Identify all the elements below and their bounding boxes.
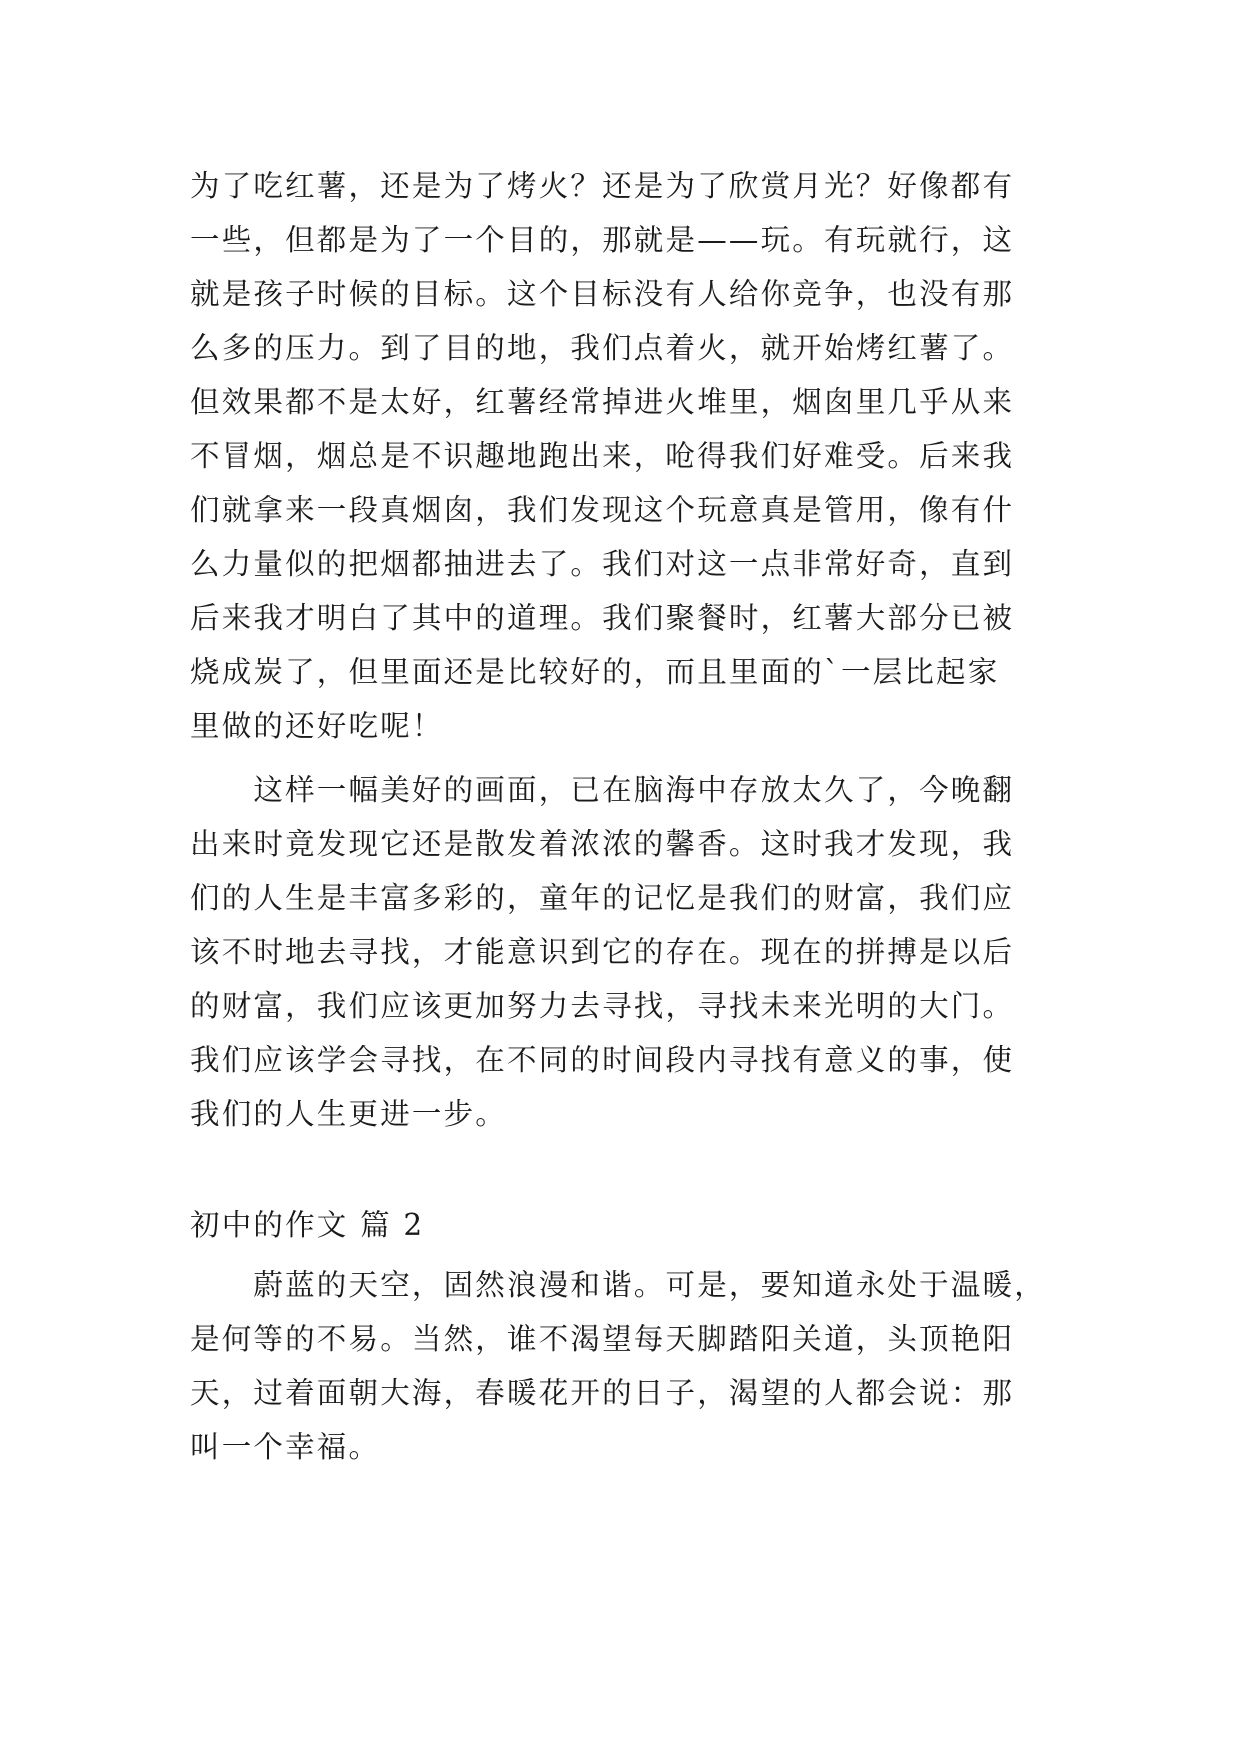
text-line: 么力量似的把烟都抽进去了。我们对这一点非常好奇，直到 — [190, 547, 1015, 581]
text-line: 为了吃红薯，还是为了烤火？还是为了欣赏月光？好像都有 — [190, 169, 1015, 203]
text-line: 天，过着面朝大海，春暖花开的日子，渴望的人都会说：那 — [190, 1376, 1015, 1410]
text-line: 是何等的不易。当然，谁不渴望每天脚踏阳关道，头顶艳阳 — [190, 1322, 1015, 1356]
text-line: 就是孩子时候的目标。这个目标没有人给你竞争，也没有那 — [190, 277, 1015, 311]
text-line: 但效果都不是太好，红薯经常掉进火堆里，烟囱里几乎从来 — [190, 385, 1015, 419]
text-line: 烧成炭了，但里面还是比较好的，而且里面的`一层比起家 — [190, 655, 1000, 689]
text-line: 出来时竟发现它还是散发着浓浓的馨香。这时我才发现，我 — [190, 827, 1015, 861]
text-line: 我们的人生更进一步。 — [190, 1097, 508, 1131]
text-line: 蔚蓝的天空，固然浪漫和谐。可是，要知道永处于温暖， — [190, 1268, 1046, 1302]
text-line: 么多的压力。到了目的地，我们点着火，就开始烤红薯了。 — [190, 331, 1015, 365]
text-line: 不冒烟，烟总是不识趣地跑出来，呛得我们好难受。后来我 — [190, 439, 1015, 473]
text-line: 后来我才明白了其中的道理。我们聚餐时，红薯大部分已被 — [190, 601, 1015, 635]
text-line: 们的人生是丰富多彩的，童年的记忆是我们的财富，我们应 — [190, 881, 1015, 915]
text-line: 该不时地去寻找，才能意识到它的存在。现在的拼搏是以后 — [190, 935, 1015, 969]
text-line: 里做的还好吃呢！ — [190, 709, 444, 743]
section-heading: 初中的作文 篇 2 — [190, 1208, 425, 1242]
text-line: 们就拿来一段真烟囱，我们发现这个玩意真是管用，像有什 — [190, 493, 1015, 527]
text-line: 一些，但都是为了一个目的，那就是——玩。有玩就行，这 — [190, 223, 1015, 257]
text-line: 这样一幅美好的画面，已在脑海中存放太久了，今晚翻 — [190, 773, 1015, 807]
text-line: 的财富，我们应该更加努力去寻找，寻找未来光明的大门。 — [190, 989, 1015, 1023]
text-line: 叫一个幸福。 — [190, 1430, 381, 1464]
text-line: 我们应该学会寻找，在不同的时间段内寻找有意义的事，使 — [190, 1043, 1015, 1077]
